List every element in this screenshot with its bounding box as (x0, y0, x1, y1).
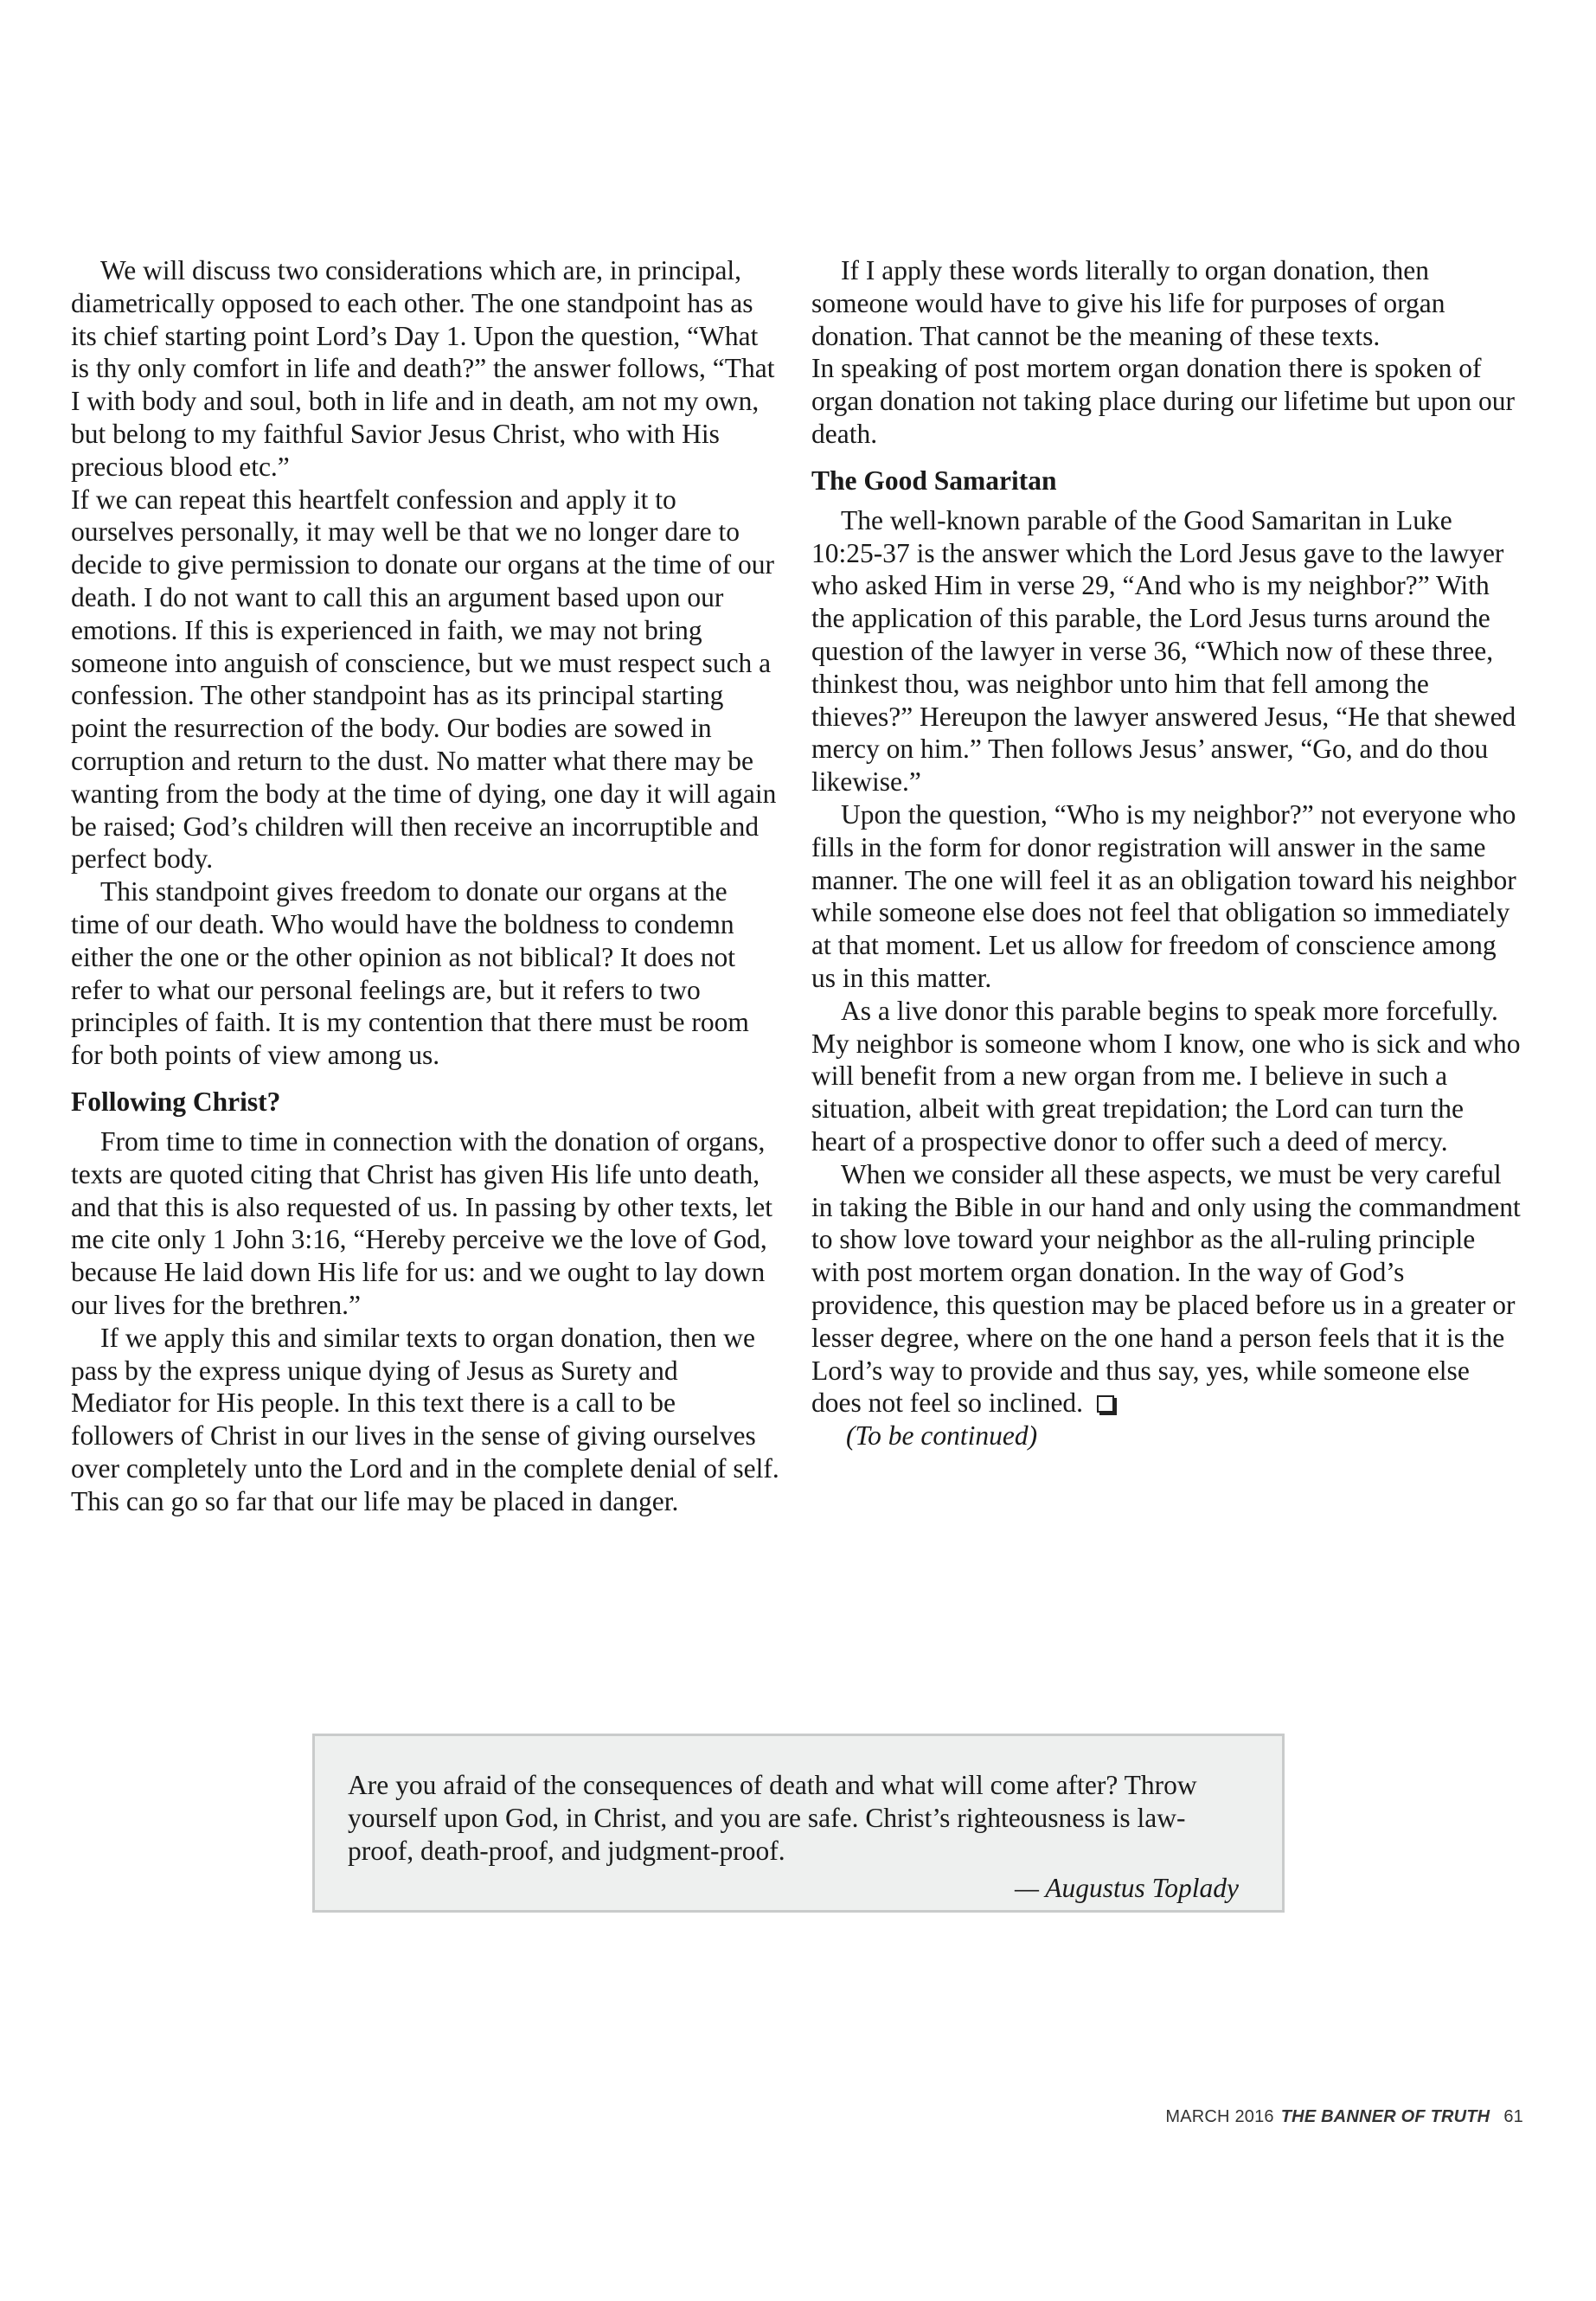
end-mark-icon (1097, 1395, 1114, 1413)
quote-text: Are you afraid of the consequences of death and what will come after? Throw yourself upon God, in Christ, and you are safe. Christ’s righteousness is law-proof, death-proof, and judgment-proof. (348, 1770, 1197, 1866)
right-paragraph-6 (811, 1158, 1522, 1420)
left-paragraph-3: This standpoint gives freedom to donate our organs at the time of our death. Who would have the boldness to condemn either the one or the other opinion as not biblical? It does not refer to what our personal feelings are, but it refers to two principles of faith. It is my contention that there must be room for both points of view among us. (71, 876, 749, 1071)
left-paragraph-4: From time to time in connection with the donation of organs, texts are quoted citing that Christ has given His life unto death, and that this is also requested of us. In passing by other texts, let me cite only 1 John 3:16, “Hereby perceive we the love of God, because He laid down His life for us: and we ought to lay down our lives for the brethren.” (71, 1125, 772, 1320)
section-heading-good-samaritan: The Good Samaritan (811, 465, 1057, 496)
left-paragraph-5: If we apply this and similar texts to organ donation, then we pass by the express unique dying of Jesus as Surety and Mediator for His people. In this text there is a call to be followers of Christ in our lives in the sense of giving ourselves over completely unto the Lord and in the complete denial of self. This can go so far that our life may be placed in danger. (71, 1322, 779, 1516)
footer-publication: THE BANNER OF TRUTH (1280, 2107, 1490, 2126)
right-column (811, 254, 1522, 1452)
page-footer (1165, 2107, 1523, 2127)
left-paragraph-2: If we can repeat this heartfelt confession and apply it to ourselves personally, it may well be that we no longer dare to decide to give permission to donate our organs at the time of our death. I do not want to call this an argument based upon our emotions. If this is experienced in faith, we may not bring someone into anguish of conscience, but we must respect such a confession. The other standpoint has as its principal starting point the resurrection of the body. Our bodies are sowed in corruption and return to the dust. No matter what there may be wanting from the body at the time of dying, one day it will again be raised; God’s children will then receive an incorruptible and perfect body. (71, 484, 777, 875)
right-paragraph-1: If I apply these words literally to organ donation, then someone would have to give his life for purposes of organ donation. That cannot be the meaning of these texts. (811, 255, 1445, 351)
left-paragraph-1: We will discuss two considerations which are, in principal, diametrically opposed to each other. The one standpoint has as its chief starting point Lord’s Day 1. Upon the question, “What is thy only comfort in life and death?” the answer follows, “That I with body and soul, both in life and in death, am not my own, but belong to my faithful Savior Jesus Christ, who with His precious blood etc.” (71, 255, 775, 482)
right-paragraph-6-text: When we consider all these aspects, we must be very careful in taking the Bible in our hand and only using the commandment to show love toward your neighbor as the all-ruling principle with post mortem organ donation. In the way of God’s providence, this question may be placed before us in a greater or lesser degree, where on the one hand a person feels that it is the Lord’s way to provide and thus say, yes, while someone else does not feel so inclined. (811, 1158, 1521, 1419)
section-heading-following-christ: Following Christ? (71, 1086, 281, 1117)
right-paragraph-3: The well-known parable of the Good Samaritan in Luke 10:25-37 is the answer which the Lord Jesus gave to the lawyer who asked Him in verse 29, “And who is my neighbor?” With the application of this parable, the Lord Jesus turns around the question of the lawyer in verse 36, “Which now of these three, thinkest thou, was neighbor unto him that fell among the thieves?” Hereupon the lawyer answered Jesus, “He that shewed mercy on him.” Then follows Jesus’ answer, “Go, and do thou likewise.” (811, 504, 1516, 798)
footer-date: MARCH 2016 (1165, 2107, 1274, 2126)
to-be-continued: (To be continued) (846, 1420, 1038, 1452)
right-paragraph-2: In speaking of post mortem organ donation there is spoken of organ donation not taking place during our lifetime but upon our death. (811, 353, 1516, 449)
quote-box (312, 1734, 1285, 1913)
left-column (71, 254, 782, 1517)
quote-attribution: — Augustus Toplady (1014, 1873, 1239, 1904)
page-number: 61 (1503, 2107, 1523, 2126)
right-paragraph-5: As a live donor this parable begins to speak more forcefully. My neighbor is someone whom I know, one who is sick and who will benefit from a new organ from me. I believe in such a situation, albeit with great trepidation; the Lord can turn the heart of a prospective donor to offer such a deed of mercy. (811, 995, 1521, 1157)
right-paragraph-4: Upon the question, “Who is my neighbor?” not everyone who fills in the form for donor registration will answer in the same manner. The one will feel it as an obligation toward his neighbor while someone else does not feel that obligation so immediately at that moment. Let us allow for freedom of conscience among us in this matter. (811, 798, 1516, 993)
